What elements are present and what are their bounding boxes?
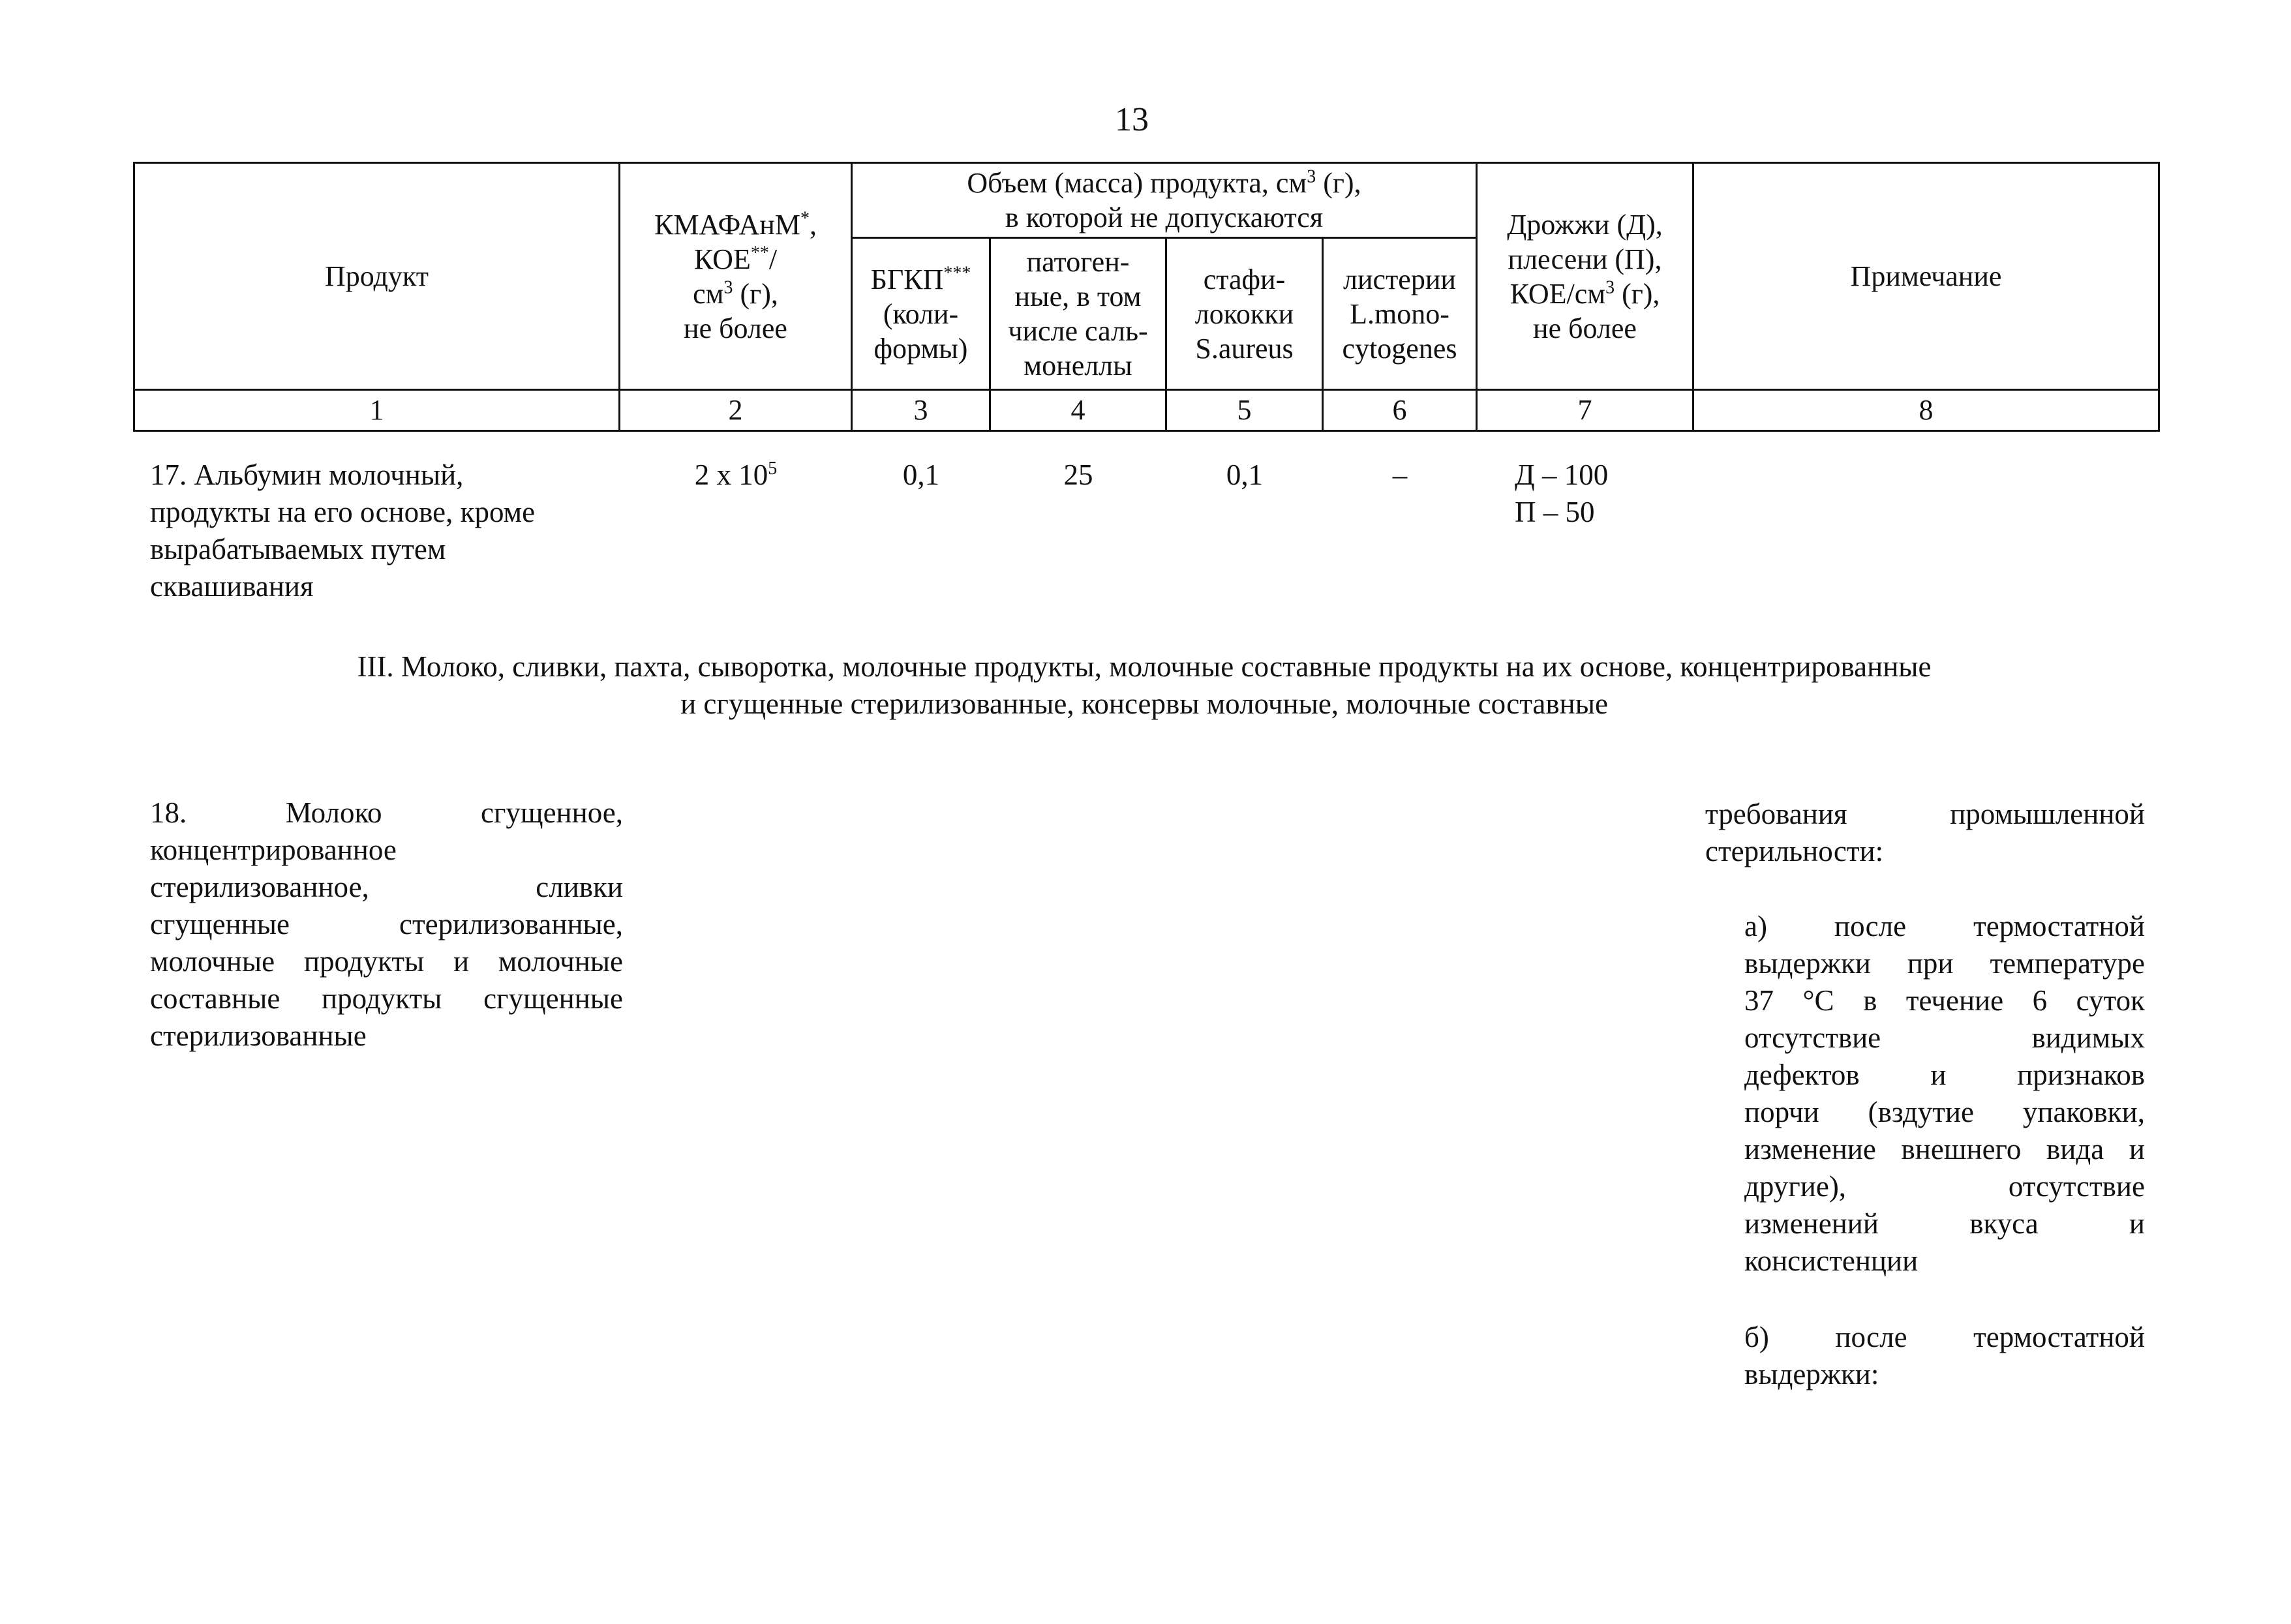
- col-header-note: Примечание: [1693, 163, 2159, 390]
- col-header-volume-group: Объем (масса) продукта, $см^3$ (г), в которой не допускаются: [852, 163, 1477, 238]
- col-header-kmafanm: КМАФАнМ*, КОЕ**/ $см^3$ (г), не более: [620, 163, 852, 390]
- row18-note-item-a: а) после термостатной выдержки при температуре 37 °С в течение 6 суток отсутствие видимых дефектов и признаков порчи (вздутие упаковки, изменение внешнего вида и другие), отсутствие изменений вкуса и консистенции: [1744, 910, 2145, 1277]
- column-number: 4: [990, 390, 1166, 431]
- row17-bgkp: 0,1: [902, 459, 940, 491]
- column-number: 5: [1166, 390, 1323, 431]
- column-number: 2: [620, 390, 852, 431]
- col-header-yeast-mold: Дрожжи (Д), плесени (П), КОЕ/$см^3$ (г), не более: [1477, 163, 1693, 390]
- col-header-listeria: листерии L.mono- cytogenes: [1323, 238, 1477, 390]
- row18-product: 18. Молоко сгущенное, концентрированное стерилизованное, сливки сгущенные стерилизованные, молочные продукты и молочные составные продукты сгущенные стерилизованные: [150, 796, 623, 1052]
- row18-note-item-b: б) после термостатной выдержки:: [1744, 1321, 2145, 1391]
- section-3-heading: III. Молоко, сливки, пахта, сыворотка, молочные продукты, молочные составные продукты на их основе, концентрированные и сгущенные стерилизованные, консервы молочные, молочные составные: [357, 650, 1932, 720]
- header-table: [133, 162, 2160, 432]
- column-number: 3: [852, 390, 990, 431]
- col-header-pathogens: патоген- ные, в том числе саль- монеллы: [990, 238, 1166, 390]
- row17-yeast-mold: Д – 100 П – 50: [1515, 459, 1609, 528]
- column-number: 7: [1477, 390, 1693, 431]
- row17-listeria: –: [1392, 459, 1408, 491]
- column-number: 6: [1323, 390, 1477, 431]
- page-number: 13: [1115, 101, 1149, 138]
- row17-pathogens: 25: [1063, 459, 1093, 491]
- row18-note-intro: требования промышленной стерильности:: [1705, 798, 2145, 867]
- col-header-bgkp: БГКП*** (коли- формы): [852, 238, 990, 390]
- column-number: 8: [1693, 390, 2159, 431]
- row17-staphylococci: 0,1: [1226, 459, 1264, 491]
- col-header-product: Продукт: [134, 163, 620, 390]
- row17-kmafanm: 2 x $10^5$: [694, 459, 778, 491]
- column-number: 1: [134, 390, 620, 431]
- col-header-staphylococci: стафи- лококки S.aureus: [1166, 238, 1323, 390]
- row17-product: 17. Альбумин молочный, продукты на его основе, кроме вырабатываемых путем сквашивания: [150, 459, 536, 603]
